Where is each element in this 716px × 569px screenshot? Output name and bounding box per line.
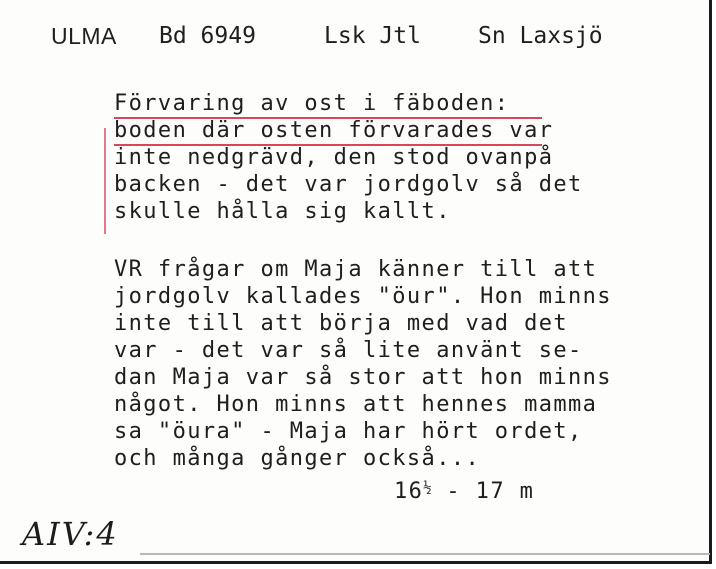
volume-number: Bd 6949 xyxy=(159,23,256,49)
text-line: backen - det var jordgolv så det xyxy=(114,172,583,197)
time-range xyxy=(394,475,534,505)
text-line: VR frågar om Maja känner till att xyxy=(114,257,598,282)
text-line: var - det var så lite använt se- xyxy=(114,338,583,363)
text-line: något. Hon minns att hennes mamma xyxy=(114,392,598,417)
text-line: inte till att börja med vad det xyxy=(114,311,568,336)
time-start-whole: 16 xyxy=(394,479,424,504)
bottom-rule xyxy=(140,553,710,555)
region-code: Lsk Jtl xyxy=(324,23,421,49)
text-line: och många gånger också... xyxy=(114,446,481,471)
text-line: jordgolv kallades "öur". Hon minns xyxy=(114,284,612,309)
text-line: boden där osten förvarades var xyxy=(114,118,554,143)
text-line: skulle hålla sig kallt. xyxy=(114,199,451,224)
parish-name: Sn Laxsjö xyxy=(478,23,603,49)
text-line: dan Maja var så stor att hon minns xyxy=(114,365,612,390)
time-rest: - 17 m xyxy=(431,479,535,504)
place-code: ULMA xyxy=(51,23,117,49)
margin-line xyxy=(104,128,106,234)
time-start-fraction: ½ xyxy=(423,480,432,496)
text-line: sa "öura" - Maja har hört ordet, xyxy=(114,419,583,444)
text-line: Förvaring av ost i fäboden: xyxy=(114,91,510,116)
handwritten-signature: AIV:4 xyxy=(22,515,119,553)
text-line: inte nedgrävd, den stod ovanpå xyxy=(114,145,554,170)
